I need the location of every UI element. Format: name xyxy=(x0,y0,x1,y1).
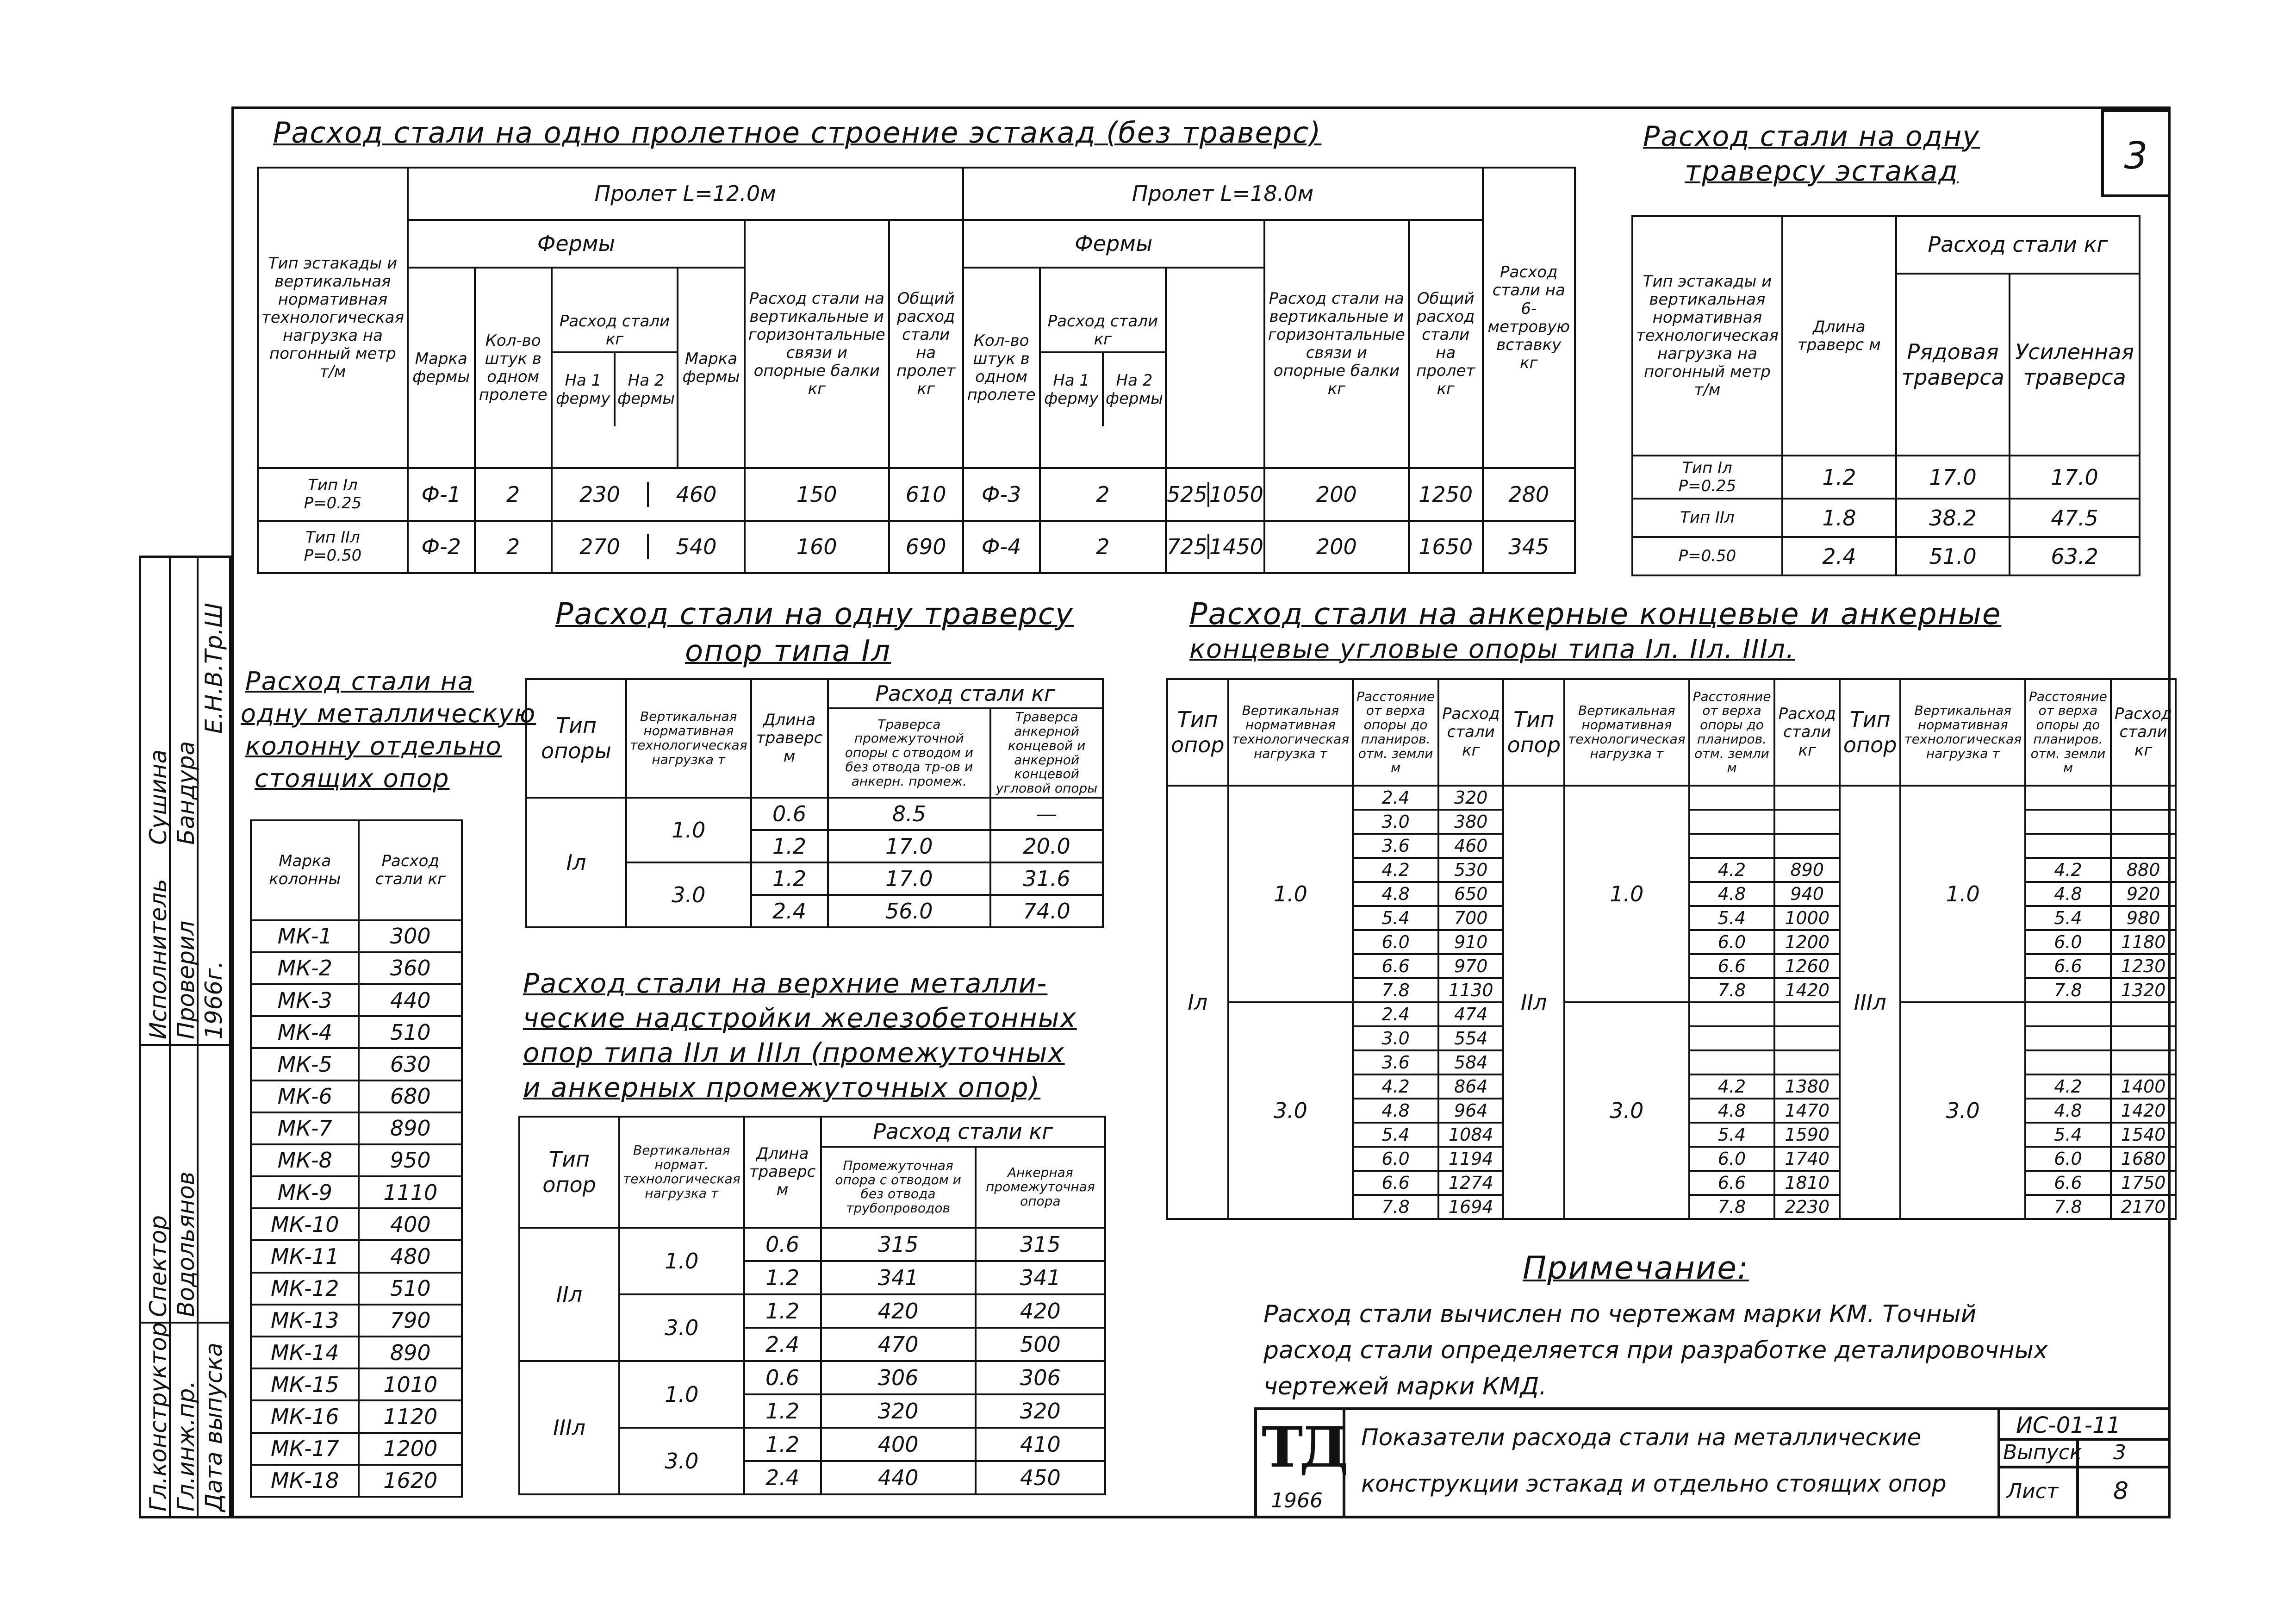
anchor-dist xyxy=(1689,1026,1775,1050)
anchor-steel: 1400 xyxy=(2111,1074,2176,1099)
anchor-steel: 1274 xyxy=(1438,1171,1503,1195)
main-table-title: Расход стали на одно пролетное строение эстакад (без траверс) xyxy=(273,116,1322,150)
anchor-head-steel: Расход стали кг xyxy=(2111,679,2176,786)
anchor-dist xyxy=(2025,834,2111,858)
column-row xyxy=(251,984,462,1016)
anchor-steel: 1750 xyxy=(2111,1171,2176,1195)
main-bracing-12: Расход стали на вертикальные и горизонтальные связи и опорные балки кг xyxy=(745,220,889,468)
anchor-steel xyxy=(2111,786,2176,810)
column-brand: МК-16 xyxy=(251,1400,359,1432)
main-brand-18: Марка фермы xyxy=(678,268,745,468)
anchor-type: IIл xyxy=(1503,786,1564,1219)
superstructure-len: 1.2 xyxy=(744,1294,821,1328)
column-row xyxy=(251,1176,462,1208)
side-stamp-name-1: Спектор xyxy=(145,1215,172,1317)
superstructure-a: 420 xyxy=(821,1294,976,1328)
anchor-steel xyxy=(2111,834,2176,858)
superstructure-len: 2.4 xyxy=(744,1328,821,1361)
anchor-head-dist: Расстояние от верха опоры до планиров. отм. земли м xyxy=(1689,679,1775,786)
anchor-dist: 4.8 xyxy=(1353,882,1438,906)
column-brand: МК-1 xyxy=(251,920,359,952)
main-count-12: Кол-во штук в одном пролете xyxy=(475,268,552,468)
column-brand: МК-18 xyxy=(251,1465,359,1497)
side-stamp-name-3: Сушина xyxy=(145,749,172,845)
side-stamp-year: 1966г. xyxy=(200,961,227,1039)
anchor-dist xyxy=(2025,1002,2111,1026)
anchor-dist: 7.8 xyxy=(2025,1195,2111,1219)
superstructure-type: IIл xyxy=(519,1228,619,1361)
main-row: Тип Iл P=0.25 Ф-1 2 230 460 150 610 Ф-3 2 525 1050 200 1250 280 xyxy=(258,468,1575,520)
anchor-row xyxy=(1167,786,2176,810)
anchor-title-2: концевые угловые опоры типа Iл. IIл. IIIл. xyxy=(1189,634,1795,664)
anchor-head-dist: Расстояние от верха опоры до планиров. отм. земли м xyxy=(2025,679,2111,786)
anchor-dist: 4.2 xyxy=(1353,858,1438,882)
anchor-head-type: Тип опор xyxy=(1840,679,1901,786)
column-steel: 480 xyxy=(359,1240,462,1272)
column-brand: МК-14 xyxy=(251,1337,359,1368)
anchor-steel: 970 xyxy=(1438,954,1503,978)
column-brand: МК-17 xyxy=(251,1433,359,1465)
anchor-steel: 584 xyxy=(1438,1050,1503,1074)
superstructure-load: 3.0 xyxy=(619,1428,744,1494)
superstructure-len: 0.6 xyxy=(744,1228,821,1261)
anchor-steel: 1200 xyxy=(1774,930,1839,954)
anchor-steel: 980 xyxy=(2111,906,2176,930)
traverse-row: Тип Iл P=0.25 1.2 17.0 17.0 xyxy=(1632,456,2140,499)
anchor-dist: 6.6 xyxy=(2025,1171,2111,1195)
anchor-steel: 1320 xyxy=(2111,978,2176,1002)
superstructure-a: 341 xyxy=(821,1261,976,1294)
main-total-12: Общий расход стали на пролет кг xyxy=(889,220,963,468)
main-col-insert: Расход стали на 6-метровую вставку кг xyxy=(1483,168,1575,468)
superstructure-len: 1.2 xyxy=(744,1394,821,1428)
support-traverse-table: Тип опоры Вертикальная нормативная технологическая нагрузка т Длина траверс м Расход стали кг Траверса промежуточной опоры с отводом и без отвода тр-ов и анкерн. промеж. Траверса анкерной концевой и анкерной концевой угловой опоры Iл 1.0 0.6 8.5 — 1.2 17.0 20.0 3.0 1.2 17.0 31.6 2.4 56.0 74.0 xyxy=(525,678,1104,928)
column-table: Марка колонны Расход стали кг МК-1 300 МК-2 360 МК-3 440 МК-4 510 МК-5 630 МК-6 680 МК-7 890 МК-8 950 МК-9 1110 МК-10 400 МК-11 480 МК-12 510 МК-13 790 МК-14 890 МК-15 1010 МК-16 1120 МК-17 1200 МК-18 1620 xyxy=(250,819,463,1498)
column-row xyxy=(251,1081,462,1112)
traverse-row: P=0.50 2.4 51.0 63.2 xyxy=(1632,537,2140,575)
column-steel: 790 xyxy=(359,1305,462,1337)
column-brand: МК-2 xyxy=(251,952,359,984)
column-title-3: колонну отдельно xyxy=(245,731,502,761)
anchor-dist: 6.0 xyxy=(1689,1147,1775,1171)
anchor-steel: 1380 xyxy=(1774,1074,1839,1099)
support-traverse-row: 2.4 56.0 74.0 xyxy=(526,895,1103,927)
superstructure-a: 470 xyxy=(821,1328,976,1361)
column-brand: МК-5 xyxy=(251,1048,359,1080)
anchor-head-load: Вертикальная нормативная технологическая нагрузка т xyxy=(1564,679,1689,786)
column-row xyxy=(251,1240,462,1272)
superstructure-len: 1.2 xyxy=(744,1261,821,1294)
anchor-dist: 5.4 xyxy=(2025,906,2111,930)
page-number: 3 xyxy=(2101,109,2171,197)
support-traverse-title-1: Расход стали на одну траверсу xyxy=(555,597,1074,631)
superstructure-b: 450 xyxy=(976,1461,1105,1494)
super-title-1: Расход стали на верхние металли- xyxy=(523,968,1048,999)
column-row xyxy=(251,1273,462,1305)
anchor-head-steel: Расход стали кг xyxy=(1438,679,1503,786)
anchor-steel: 910 xyxy=(1438,930,1503,954)
anchor-dist: 4.8 xyxy=(1689,1099,1775,1123)
anchor-dist: 3.0 xyxy=(1353,1026,1438,1050)
anchor-dist xyxy=(1689,1050,1775,1074)
anchor-dist xyxy=(2025,1050,2111,1074)
anchor-head-type: Тип опор xyxy=(1167,679,1228,786)
anchor-steel: 1680 xyxy=(2111,1147,2176,1171)
superstructure-a: 400 xyxy=(821,1428,976,1461)
block-code: ИС-01-11 xyxy=(2016,1412,2121,1438)
column-steel: 360 xyxy=(359,952,462,984)
anchor-load: 1.0 xyxy=(1564,786,1689,1002)
support-traverse-title-2: опор типа Iл xyxy=(685,634,891,668)
superstructure-table: Тип опор Вертикальная нормат. технологическая нагрузка т Длина траверс м Расход стали кг Промежуточная опора с отводом и без отвода трубопроводов Анкерная промежуточная опора IIл 1.0 0.6 315 315 1.2 341 341 3.0 1.2 420 420 2.4 470 500 IIIл 1.0 0.6 306 306 1.2 320 320 3.0 1.2 400 410 2.4 440 450 xyxy=(518,1116,1106,1495)
anchor-dist: 6.6 xyxy=(1689,1171,1775,1195)
column-row xyxy=(251,1112,462,1144)
column-row xyxy=(251,1016,462,1048)
anchor-dist: 3.6 xyxy=(1353,834,1438,858)
column-brand: МК-8 xyxy=(251,1144,359,1176)
main-total-18: Общий расход стали на пролет кг xyxy=(1409,220,1483,468)
superstructure-len: 1.2 xyxy=(744,1428,821,1461)
anchor-steel xyxy=(2111,1050,2176,1074)
anchor-dist: 5.4 xyxy=(1689,906,1775,930)
superstructure-a: 306 xyxy=(821,1361,976,1394)
column-brand: МК-3 xyxy=(251,984,359,1016)
anchor-type: IIIл xyxy=(1840,786,1901,1219)
side-stamp-name-2: Водольянов xyxy=(173,1171,199,1317)
side-stamp-role-4: Исполнитель xyxy=(145,879,172,1039)
super-title-2: ческие надстройки железобетонных xyxy=(523,1002,1077,1034)
main-row: Тип IIл P=0.50 Ф-2 2 270 540 160 690 Ф-4 2 725 1450 200 1650 345 xyxy=(258,521,1575,573)
column-brand: МК-9 xyxy=(251,1176,359,1208)
superstructure-b: 306 xyxy=(976,1361,1105,1394)
traverse-row: Тип IIл 1.8 38.2 47.5 xyxy=(1632,499,2140,537)
anchor-dist: 5.4 xyxy=(2025,1123,2111,1147)
title-block xyxy=(1254,1407,2171,1518)
super-title-3: опор типа IIл и IIIл (промежуточных xyxy=(523,1037,1065,1068)
column-row xyxy=(251,1400,462,1432)
anchor-steel: 460 xyxy=(1438,834,1503,858)
column-row xyxy=(251,1144,462,1176)
superstructure-len: 2.4 xyxy=(744,1461,821,1494)
anchor-dist: 5.4 xyxy=(1689,1123,1775,1147)
anchor-steel xyxy=(2111,1026,2176,1050)
anchor-dist: 6.6 xyxy=(1689,954,1775,978)
anchor-steel: 2170 xyxy=(2111,1195,2176,1219)
anchor-dist: 5.4 xyxy=(1353,1123,1438,1147)
note-text-3: чертежей марки КМД. xyxy=(1263,1373,1547,1400)
anchor-steel: 1694 xyxy=(1438,1195,1503,1219)
column-brand: МК-12 xyxy=(251,1273,359,1305)
block-sheet: 8 xyxy=(2113,1477,2129,1505)
superstructure-b: 341 xyxy=(976,1261,1105,1294)
anchor-dist xyxy=(1689,810,1775,834)
anchor-steel: 1420 xyxy=(1774,978,1839,1002)
anchor-steel: 1810 xyxy=(1774,1171,1839,1195)
anchor-dist: 4.2 xyxy=(2025,858,2111,882)
column-steel: 1620 xyxy=(359,1465,462,1497)
anchor-steel: 1194 xyxy=(1438,1147,1503,1171)
anchor-load: 1.0 xyxy=(1228,786,1353,1002)
anchor-dist: 2.4 xyxy=(1353,1002,1438,1026)
anchor-dist xyxy=(2025,810,2111,834)
anchor-steel: 554 xyxy=(1438,1026,1503,1050)
column-steel: 630 xyxy=(359,1048,462,1080)
anchor-steel: 650 xyxy=(1438,882,1503,906)
anchor-steel: 700 xyxy=(1438,906,1503,930)
anchor-dist: 4.8 xyxy=(1353,1099,1438,1123)
anchor-steel: 1000 xyxy=(1774,906,1839,930)
anchor-steel: 1260 xyxy=(1774,954,1839,978)
anchor-steel: 890 xyxy=(1774,858,1839,882)
anchor-steel: 1590 xyxy=(1774,1123,1839,1147)
main-count-18: Кол-во штук в одном пролете xyxy=(963,268,1040,468)
anchor-dist: 6.0 xyxy=(1353,1147,1438,1171)
main-span18: Пролет L=18.0м xyxy=(963,168,1483,220)
column-steel: 950 xyxy=(359,1144,462,1176)
note-heading: Примечание: xyxy=(1523,1250,1749,1287)
superstructure-b: 315 xyxy=(976,1228,1105,1261)
anchor-steel: 1740 xyxy=(1774,1147,1839,1171)
anchor-dist: 6.0 xyxy=(1689,930,1775,954)
anchor-steel: 380 xyxy=(1438,810,1503,834)
logo-year: 1966 xyxy=(1271,1489,1323,1512)
column-brand: МК-10 xyxy=(251,1208,359,1240)
superstructure-b: 410 xyxy=(976,1428,1105,1461)
main-brand-12: Марка фермы xyxy=(408,268,475,468)
support-traverse-row: Iл 1.0 0.6 8.5 — xyxy=(526,798,1103,830)
superstructure-row xyxy=(519,1361,1105,1394)
support-traverse-row: 3.0 1.2 17.0 31.6 xyxy=(526,862,1103,895)
anchor-steel xyxy=(1774,1026,1839,1050)
anchor-steel xyxy=(1774,1002,1839,1026)
anchor-dist: 4.2 xyxy=(1689,1074,1775,1099)
anchor-load: 3.0 xyxy=(1900,1002,2025,1219)
anchor-steel xyxy=(1774,834,1839,858)
main-col-type: Тип эстакады и вертикальная нормативная технологическая нагрузка на погонный метр т/м xyxy=(258,168,408,468)
main-trusses-12: Фермы xyxy=(408,220,745,268)
block-issue: 3 xyxy=(2113,1441,2126,1464)
column-steel: 890 xyxy=(359,1337,462,1368)
column-row xyxy=(251,1337,462,1368)
traverse-title-2: траверсу эстакад xyxy=(1685,155,1959,187)
column-row xyxy=(251,1048,462,1080)
anchor-steel: 1540 xyxy=(2111,1123,2176,1147)
super-title-4: и анкерных промежуточных опор) xyxy=(523,1072,1041,1103)
anchor-steel: 474 xyxy=(1438,1002,1503,1026)
column-steel: 300 xyxy=(359,920,462,952)
anchor-steel xyxy=(1774,786,1839,810)
superstructure-b: 420 xyxy=(976,1294,1105,1328)
block-sheet-label: Лист xyxy=(2007,1480,2059,1503)
column-title-2: одну металлическую xyxy=(241,699,536,728)
column-steel: 890 xyxy=(359,1112,462,1144)
column-row xyxy=(251,920,462,952)
column-brand: МК-4 xyxy=(251,1016,359,1048)
column-steel: 680 xyxy=(359,1081,462,1112)
superstructure-b: 320 xyxy=(976,1394,1105,1428)
anchor-steel: 964 xyxy=(1438,1099,1503,1123)
superstructure-b: 500 xyxy=(976,1328,1105,1361)
superstructure-a: 440 xyxy=(821,1461,976,1494)
anchor-dist xyxy=(2025,1026,2111,1050)
column-row xyxy=(251,1368,462,1400)
anchor-steel: 1470 xyxy=(1774,1099,1839,1123)
anchor-dist: 7.8 xyxy=(2025,978,2111,1002)
column-steel: 1120 xyxy=(359,1400,462,1432)
main-bracing-18: Расход стали на вертикальные и горизонтальные связи и опорные балки кг xyxy=(1264,220,1409,468)
anchor-steel: 1084 xyxy=(1438,1123,1503,1147)
anchor-dist: 7.8 xyxy=(1689,978,1775,1002)
superstructure-type: IIIл xyxy=(519,1361,619,1494)
anchor-steel: 530 xyxy=(1438,858,1503,882)
anchor-dist: 7.8 xyxy=(1353,1195,1438,1219)
main-trusses-18: Фермы xyxy=(963,220,1264,268)
column-steel: 510 xyxy=(359,1016,462,1048)
superstructure-a: 320 xyxy=(821,1394,976,1428)
anchor-head-load: Вертикальная нормативная технологическая нагрузка т xyxy=(1228,679,1353,786)
superstructure-load: 3.0 xyxy=(619,1294,744,1361)
superstructure-load: 1.0 xyxy=(619,1228,744,1294)
block-title-2: конструкции эстакад и отдельно стоящих опор xyxy=(1361,1470,1947,1497)
anchor-steel: 2230 xyxy=(1774,1195,1839,1219)
anchor-head-type: Тип опор xyxy=(1503,679,1564,786)
anchor-dist: 6.6 xyxy=(1353,1171,1438,1195)
anchor-dist: 5.4 xyxy=(1353,906,1438,930)
side-stamp-role-5: Проверил xyxy=(173,920,199,1039)
column-title-4: стоящих опор xyxy=(255,764,450,793)
side-stamp xyxy=(139,556,231,1518)
column-steel: 1010 xyxy=(359,1368,462,1400)
column-steel: 440 xyxy=(359,984,462,1016)
note-text-2: расход стали определяется при разработке деталировочных xyxy=(1263,1337,2048,1364)
anchor-dist: 4.8 xyxy=(2025,882,2111,906)
side-stamp-role-1: Гл.конструктор xyxy=(145,1322,172,1512)
anchor-load: 3.0 xyxy=(1228,1002,1353,1219)
column-brand: МК-6 xyxy=(251,1081,359,1112)
anchor-steel xyxy=(2111,1002,2176,1026)
anchor-dist: 4.2 xyxy=(1353,1074,1438,1099)
anchor-steel: 864 xyxy=(1438,1074,1503,1099)
anchor-dist xyxy=(1689,1002,1775,1026)
anchor-row xyxy=(1167,1002,2176,1026)
anchor-dist: 6.0 xyxy=(2025,930,2111,954)
note-text-1: Расход стали вычислен по чертежам марки КМ. Точный xyxy=(1263,1300,1977,1328)
anchor-head-dist: Расстояние от верха опоры до планиров. отм. земли м xyxy=(1353,679,1438,786)
anchor-dist: 3.6 xyxy=(1353,1050,1438,1074)
anchor-dist: 7.8 xyxy=(1689,1195,1775,1219)
side-stamp-corner: Е.Н.В.Тр.Ш xyxy=(200,603,227,734)
anchor-steel: 320 xyxy=(1438,786,1503,810)
anchor-dist: 2.4 xyxy=(1353,786,1438,810)
anchor-dist xyxy=(1689,786,1775,810)
side-stamp-name-4: Бандура xyxy=(173,741,199,845)
main-steel-18: Расход стали кг На 1 ферму На 2 фермы xyxy=(1040,268,1166,468)
superstructure-a: 315 xyxy=(821,1228,976,1261)
column-steel: 400 xyxy=(359,1208,462,1240)
anchor-dist xyxy=(1689,834,1775,858)
column-row xyxy=(251,1208,462,1240)
anchor-steel: 940 xyxy=(1774,882,1839,906)
column-brand: МК-13 xyxy=(251,1305,359,1337)
traverse-table: Тип эстакады и вертикальная нормативная технологическая нагрузка на погонный метр т/м Длина траверс м Расход стали кг Рядовая траверса Усиленная траверса Тип Iл P=0.25 1.2 17.0 17.0 Тип IIл 1.8 38.2 47.5 P=0.50 2.4 51.0 63.2 xyxy=(1631,215,2140,576)
column-title-1: Расход стали на xyxy=(245,667,474,696)
superstructure-load: 1.0 xyxy=(619,1361,744,1428)
column-steel: 1200 xyxy=(359,1433,462,1465)
anchor-dist: 4.2 xyxy=(1689,858,1775,882)
column-row xyxy=(251,1433,462,1465)
main-span12: Пролет L=12.0м xyxy=(408,168,963,220)
anchor-title-1: Расход стали на анкерные концевые и анкерные xyxy=(1189,597,2002,631)
anchor-dist: 4.8 xyxy=(2025,1099,2111,1123)
anchor-dist: 6.6 xyxy=(2025,954,2111,978)
anchor-dist xyxy=(2025,786,2111,810)
anchor-dist: 7.8 xyxy=(1353,978,1438,1002)
anchor-steel xyxy=(1774,1050,1839,1074)
column-row xyxy=(251,952,462,984)
anchor-load: 1.0 xyxy=(1900,786,2025,1002)
anchor-steel: 920 xyxy=(2111,882,2176,906)
column-row xyxy=(251,1305,462,1337)
anchor-steel xyxy=(2111,810,2176,834)
anchor-steel: 1230 xyxy=(2111,954,2176,978)
column-row xyxy=(251,1465,462,1497)
superstructure-row xyxy=(519,1228,1105,1261)
block-title-1: Показатели расхода стали на металлические xyxy=(1361,1424,1922,1451)
column-brand: МК-11 xyxy=(251,1240,359,1272)
anchor-steel: 1130 xyxy=(1438,978,1503,1002)
column-steel: 1110 xyxy=(359,1176,462,1208)
anchor-head-steel: Расход стали кг xyxy=(1774,679,1839,786)
column-brand: МК-15 xyxy=(251,1368,359,1400)
anchor-dist: 6.0 xyxy=(2025,1147,2111,1171)
anchor-dist: 6.0 xyxy=(1353,930,1438,954)
anchor-dist: 6.6 xyxy=(1353,954,1438,978)
side-stamp-role-2: Гл.инж.пр. xyxy=(173,1380,199,1512)
anchor-steel: 1180 xyxy=(2111,930,2176,954)
superstructure-len: 0.6 xyxy=(744,1361,821,1394)
anchor-type: Iл xyxy=(1167,786,1228,1219)
main-steel-12: Расход стали кг На 1 ферму На 2 фермы xyxy=(552,268,678,468)
traverse-title-1: Расход стали на одну xyxy=(1643,120,1980,153)
anchor-head-load: Вертикальная нормативная технологическая нагрузка т xyxy=(1900,679,2025,786)
side-stamp-role-3: Дата выпуска xyxy=(200,1343,227,1512)
anchor-steel: 1420 xyxy=(2111,1099,2176,1123)
anchor-load: 3.0 xyxy=(1564,1002,1689,1219)
logo: ТД xyxy=(1262,1415,1345,1480)
anchor-table xyxy=(1166,678,2177,1220)
anchor-steel: 880 xyxy=(2111,858,2176,882)
anchor-dist: 4.2 xyxy=(2025,1074,2111,1099)
column-brand: МК-7 xyxy=(251,1112,359,1144)
column-steel: 510 xyxy=(359,1273,462,1305)
anchor-steel xyxy=(1774,810,1839,834)
anchor-dist: 3.0 xyxy=(1353,810,1438,834)
main-table xyxy=(257,167,1576,574)
support-traverse-row: 1.2 17.0 20.0 xyxy=(526,830,1103,862)
block-issue-label: Выпуск xyxy=(2003,1441,2082,1464)
anchor-dist: 4.8 xyxy=(1689,882,1775,906)
